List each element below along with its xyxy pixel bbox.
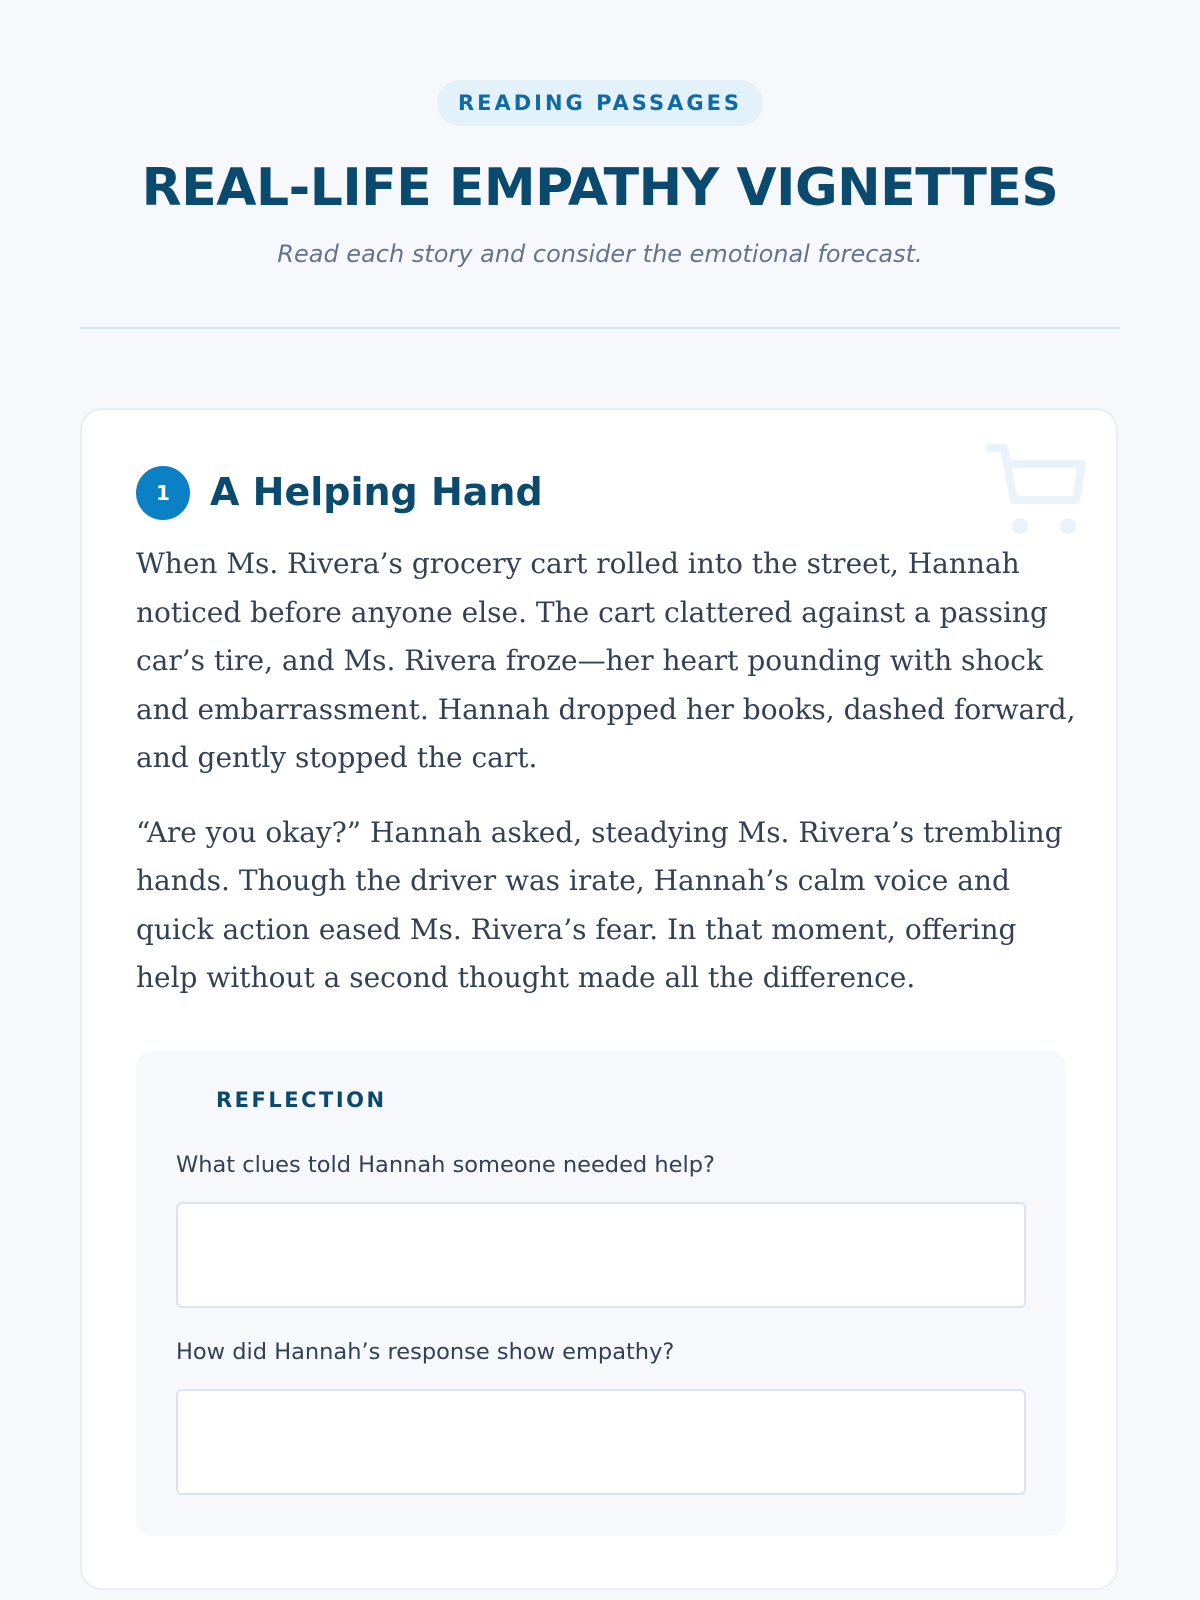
story-card — [80, 408, 1118, 1590]
story-number-badge: 1 — [136, 466, 190, 520]
story-title: A Helping Hand — [210, 470, 543, 514]
header-divider — [80, 327, 1120, 329]
question-2-prompt: How did Hannah’s response show empathy? — [176, 1339, 675, 1365]
shopping-cart-icon — [984, 438, 1088, 542]
question-1-prompt: What clues told Hannah someone needed help? — [176, 1152, 715, 1178]
question-2-answer[interactable] — [176, 1389, 1026, 1495]
page-title: REAL-LIFE EMPATHY VIGNETTES — [141, 158, 1059, 218]
reflection-panel — [136, 1050, 1066, 1536]
story-paragraph: When Ms. Rivera’s grocery cart rolled into the street, Hannah noticed before anyone else. The cart clattered against a passing car’s tire, and Ms. Rivera froze—her heart pounding with shock and embarrassment. Hannah dropped her books, dashed forward, and gently stopped the cart. — [136, 547, 1076, 774]
story-body — [136, 540, 1076, 1029]
page-subtitle: Read each story and consider the emotional forecast. — [277, 240, 923, 268]
reflection-label: REFLECTION — [216, 1088, 387, 1112]
question-1-answer[interactable] — [176, 1202, 1026, 1308]
section-tag: READING PASSAGES — [437, 80, 763, 126]
story-paragraph: “Are you okay?” Hannah asked, steadying Ms. Rivera’s trembling hands. Though the driver was irate, Hannah’s calm voice and quick action eased Ms. Rivera’s fear. In that moment, offering help without a second thought made all the difference. — [136, 815, 1063, 994]
